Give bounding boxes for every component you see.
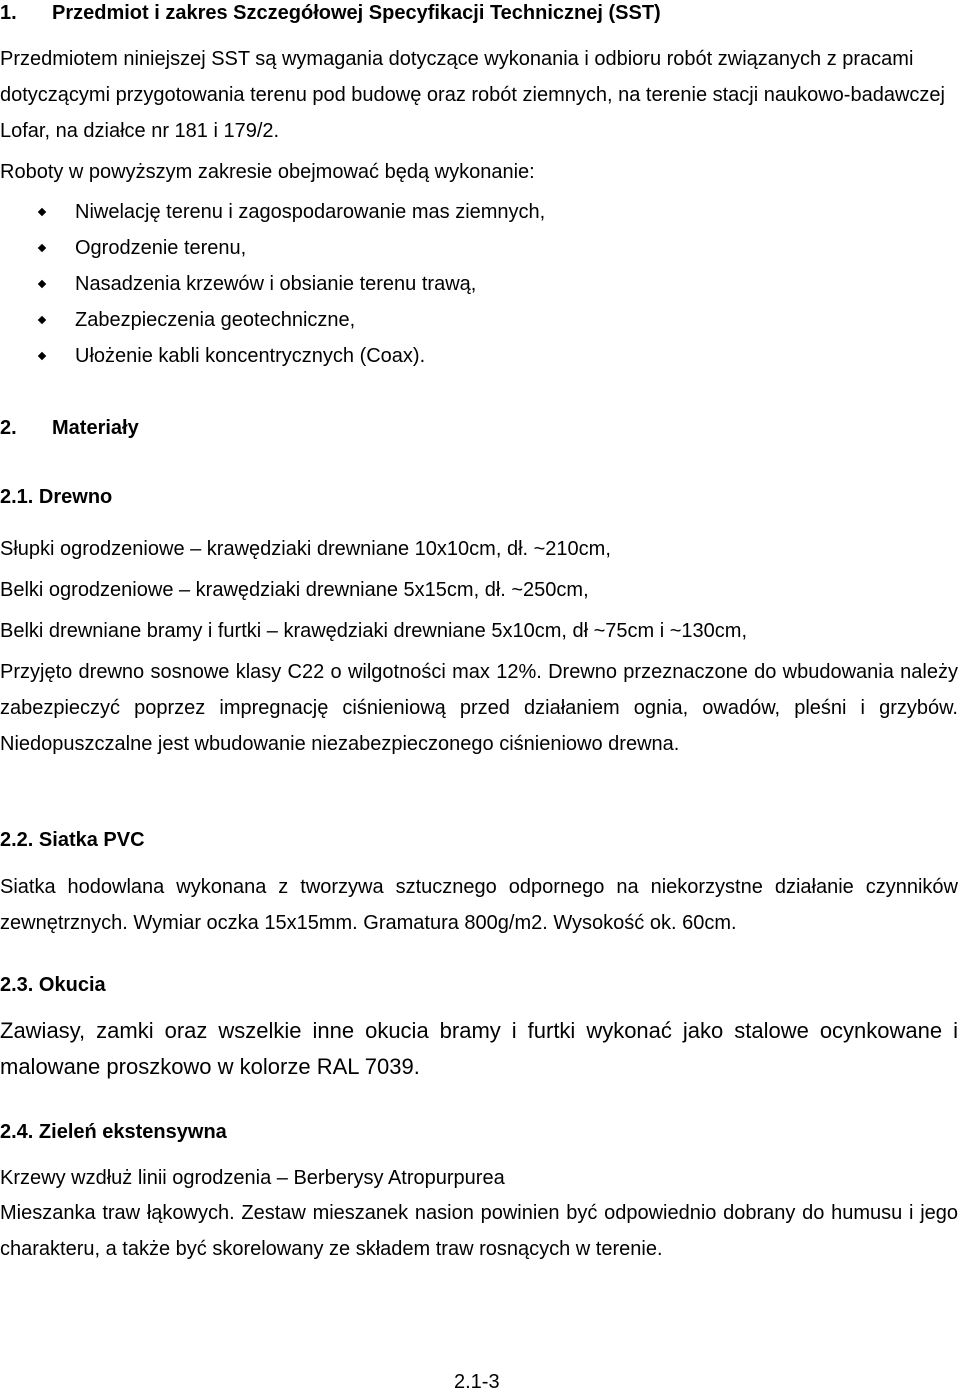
list-item: Niwelację terenu i zagospodarowanie mas ziemnych, bbox=[0, 194, 900, 230]
works-list bbox=[0, 194, 900, 374]
subsection-number: 2.2. bbox=[0, 829, 34, 851]
subsection-title: Drewno bbox=[38, 486, 113, 508]
subsection-number: 2.1. bbox=[0, 486, 34, 508]
section-2-heading bbox=[0, 416, 958, 440]
wood-spec-line: Belki ogrodzeniowe – krawędziaki drewniane 5x15cm, dł. ~250cm, bbox=[0, 579, 589, 601]
list-item: Zabezpieczenia geotechniczne, bbox=[0, 302, 900, 338]
section-title: Przedmiot i zakres Szczegółowej Specyfikacji Technicznej (SST) bbox=[52, 2, 661, 24]
list-item: Ułożenie kabli koncentrycznych (Coax). bbox=[0, 338, 900, 374]
list-item: Ogrodzenie terenu, bbox=[0, 230, 900, 266]
diamond-bullet-icon bbox=[38, 352, 46, 360]
subsection-greenery-heading bbox=[0, 1120, 958, 1144]
greenery-shrubs-line: Krzewy wzdłuż linii ogrodzenia – Berberysy Atropurpurea bbox=[0, 1167, 505, 1189]
page-number: 2.1-3 bbox=[454, 1371, 500, 1393]
greenery-paragraph: Mieszanka traw łąkowych. Zestaw mieszanek nasion powinien być odpowiednio dobrany do humusu i jego charakteru, a także być skorelowany ze składem traw rosnących w terenie. bbox=[0, 1202, 958, 1260]
diamond-bullet-icon bbox=[38, 316, 46, 324]
diamond-bullet-icon bbox=[38, 208, 46, 216]
subsection-pvc-heading bbox=[0, 828, 958, 852]
fittings-paragraph: Zawiasy, zamki oraz wszelkie inne okucia bramy i furtki wykonać jako stalowe ocynkowane i malowane proszkowo w kolorze RAL 7039. bbox=[0, 1018, 958, 1079]
subsection-fittings-heading bbox=[0, 973, 958, 997]
diamond-bullet-icon bbox=[38, 244, 46, 252]
section-title: Materiały bbox=[52, 417, 139, 439]
intro-paragraph: Przedmiotem niniejszej SST są wymagania dotyczące wykonania i odbioru robót związanych z pracami dotyczącymi przygotowania terenu pod budowę oraz robót ziemnych, na terenie stacji naukowo-badawczej Lofar, na działce nr 181 i 179/2. bbox=[0, 48, 945, 142]
wood-paragraph: Przyjęto drewno sosnowe klasy C22 o wilgotności max 12%. Drewno przeznaczone do wbudowania należy zabezpieczyć poprzez impregnację ciśnieniową przed działaniem ognia, owadów, pleśni i grzybów. Niedopuszczalne jest wbudowanie niezabezpieczonego ciśnieniowo drewna. bbox=[0, 661, 958, 755]
wood-spec-line: Słupki ogrodzeniowe – krawędziaki drewniane 10x10cm, dł. ~210cm, bbox=[0, 538, 611, 560]
subsection-number: 2.4. bbox=[0, 1121, 34, 1143]
section-number: 2. bbox=[0, 417, 17, 439]
section-number: 1. bbox=[0, 2, 17, 24]
diamond-bullet-icon bbox=[38, 280, 46, 288]
subsection-title: Siatka PVC bbox=[38, 829, 145, 851]
section-1-heading bbox=[0, 1, 958, 25]
subsection-title: Okucia bbox=[38, 974, 106, 996]
subsection-wood-heading bbox=[0, 485, 958, 509]
works-intro: Roboty w powyższym zakresie obejmować będą wykonanie: bbox=[0, 161, 535, 183]
pvc-paragraph: Siatka hodowlana wykonana z tworzywa sztucznego odpornego na niekorzystne działanie czynników zewnętrznych. Wymiar oczka 15x15mm. Gramatura 800g/m2. Wysokość ok. 60cm. bbox=[0, 876, 958, 934]
wood-spec-line: Belki drewniane bramy i furtki – krawędziaki drewniane 5x10cm, dł ~75cm i ~130cm, bbox=[0, 620, 748, 642]
subsection-number: 2.3. bbox=[0, 974, 34, 996]
list-item: Nasadzenia krzewów i obsianie terenu trawą, bbox=[0, 266, 900, 302]
subsection-title: Zieleń ekstensywna bbox=[38, 1121, 227, 1143]
